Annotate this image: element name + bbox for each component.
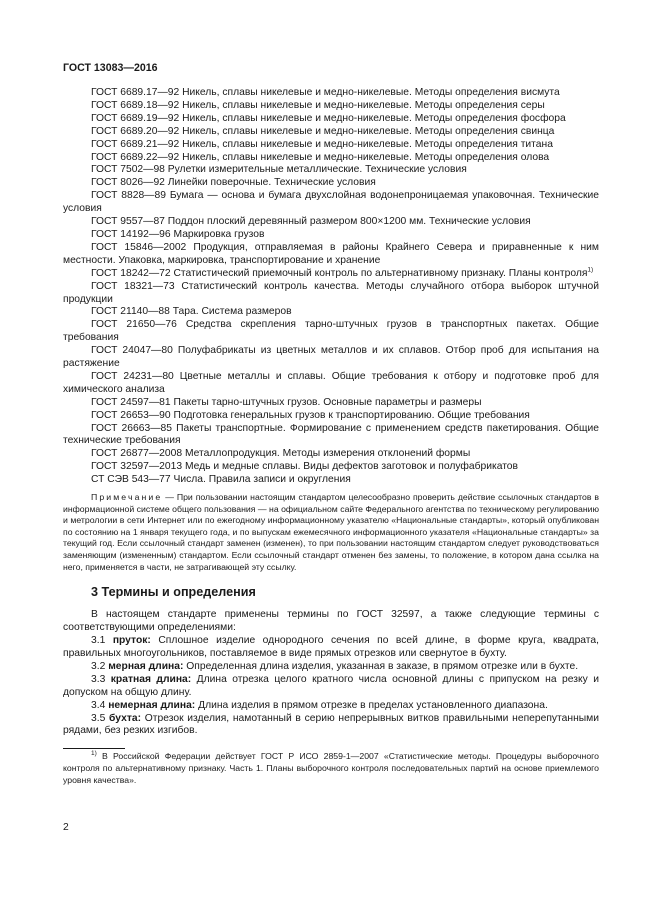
section-title: 3 Термины и определения [91, 585, 256, 600]
reference-item: ГОСТ 6689.19—92 Никель, сплавы никелевые и медно-никелевые. Методы определения фосфора [91, 112, 566, 124]
document-page [63, 62, 599, 786]
reference-item: ГОСТ 24047—80 Полуфабрикаты из цветных металлов и их сплавов. Отбор проб для испытания на растяжение [63, 345, 599, 370]
reference-item: ГОСТ 26877—2008 Металлопродукция. Методы измерения отклонений формы [91, 448, 471, 460]
reference-item: ГОСТ 32597—2013 Медь и медные сплавы. Виды дефектов заготовок и полуфабрикатов [91, 461, 518, 473]
section-intro: В настоящем стандарте применены термины по ГОСТ 32597, а также следующие термины с соответствующими определениями: [63, 609, 599, 634]
reference-item: ГОСТ 24597—81 Пакеты тарно-штучных грузов. Основные параметры и размеры [91, 396, 482, 408]
term-number: 3.5 [91, 712, 110, 724]
document-header: ГОСТ 13083—2016 [63, 62, 158, 74]
term-name: бухта: [109, 712, 142, 724]
term-definition [63, 713, 599, 739]
reference-text: ГОСТ 18242—72 Статистический приемочный контроль по альтернативному признаку. Планы контроля [91, 267, 588, 279]
section-body [63, 609, 599, 738]
term-number: 3.3 [91, 673, 111, 685]
reference-item: ГОСТ 14192—96 Маркировка грузов [91, 228, 265, 240]
footnote [63, 751, 599, 786]
reference-item: ГОСТ 9557—87 Поддон плоский деревянный размером 800×1200 мм. Технические условия [91, 216, 531, 228]
footnote-mark: 1) [91, 750, 97, 758]
term-text: Длина изделия в прямом отрезке в пределах установленного диапазона. [195, 699, 548, 711]
term-number: 3.2 [91, 660, 109, 672]
reference-item: ГОСТ 26663—85 Пакеты транспортные. Формирование с применением средств пакетирования. Общие технические требования [63, 422, 599, 447]
reference-item: ГОСТ 26653—90 Подготовка генеральных грузов к транспортированию. Общие требования [91, 409, 530, 421]
term-number: 3.1 [91, 635, 113, 647]
reference-item: ГОСТ 18321—73 Статистический контроль качества. Методы случайного отбора выборок штучной продукции [63, 280, 599, 305]
reference-item: ГОСТ 7502—98 Рулетки измерительные металлические. Технические условия [91, 164, 467, 176]
page-number: 2 [63, 822, 69, 833]
term-definition [63, 661, 599, 674]
term-name: мерная длина: [108, 660, 184, 672]
reference-item: ГОСТ 6689.20—92 Никель, сплавы никелевые и медно-никелевые. Методы определения свинца [91, 125, 555, 137]
note-paragraph [63, 492, 599, 573]
reference-item: ГОСТ 15846—2002 Продукция, отправляемая в районы Крайнего Севера и приравненные к ним местности. Упаковка, маркировка, транспортирование и хранение [63, 241, 599, 266]
reference-item: ГОСТ 21650—76 Средства скрепления тарно-штучных грузов в транспортных пакетах. Общие требования [63, 319, 599, 344]
reference-item: ГОСТ 8026—92 Линейки поверочные. Технические условия [91, 177, 376, 189]
term-definition [63, 674, 599, 700]
term-number: 3.4 [91, 699, 109, 711]
term-text: Отрезок изделия, намотанный в серию непрерывных витков правильными неперепутанными рядами, без резких изгибов. [63, 712, 599, 737]
reference-item [63, 268, 599, 281]
reference-item: СТ СЭВ 543—77 Числа. Правила записи и округления [91, 474, 351, 486]
reference-item: ГОСТ 6689.21—92 Никель, сплавы никелевые и медно-никелевые. Методы определения титана [91, 138, 553, 150]
term-text: Сплошное изделие однородного сечения по всей длине, в форме круга, квадрата, правильных многоугольников, поставляемое в виде прямых отрезков или свернутое в бухту. [63, 635, 599, 659]
reference-item: ГОСТ 6689.22—92 Никель, сплавы никелевые и медно-никелевые. Методы определения олова [91, 151, 550, 163]
note-text: — При пользовании настоящим стандартом целесообразно проверить действие ссылочных стандартов в информационной системе общего пользования — на официальном сайте Федерального агентства по техническому регулированию и метрологии в сети Интернет или по ежегодному информационному указателю «Национальные стандарты», который опубликован по состоянию на 1 января текущего года, и по выпускам ежемесячного информационного указателя «Национальные стандарты» за текущий год. Если ссылочный стандарт заменен (изменен), то при пользовании настоящим стандартом следует руководствоваться заменяющим (измененным) стандартом. Если ссылочный стандарт отменен без замены, то положение, в котором дана ссылка на него, применяется в части, не затрагивающей эту ссылку. [63, 492, 599, 572]
term-name: пруток: [112, 635, 151, 647]
footnote-text: В Российской Федерации действует ГОСТ Р ИСО 2859-1—2007 «Статистические методы. Процедуры выборочного контроля по альтернативному признаку. Часть 1. Планы выборочного контроля последовательных партий на основе приемлемого уровня качества». [63, 751, 599, 785]
reference-item: ГОСТ 8828—89 Бумага — основа и бумага двухслойная водонепроницаемая упаковочная. Технические условия [63, 190, 599, 215]
term-name: кратная длина: [110, 673, 192, 685]
reference-item: ГОСТ 21140—88 Тара. Система размеров [91, 306, 292, 318]
term-text: Определенная длина изделия, указанная в заказе, в прямом отрезке или в бухте. [183, 660, 579, 672]
term-definition [63, 700, 599, 713]
reference-item: ГОСТ 6689.18—92 Никель, сплавы никелевые и медно-никелевые. Методы определения серы [91, 99, 545, 111]
reference-item: ГОСТ 24231—80 Цветные металлы и сплавы. Общие требования к отбору и подготовке проб для химического анализа [63, 370, 599, 395]
reference-item: ГОСТ 6689.17—92 Никель, сплавы никелевые и медно-никелевые. Методы определения висмута [91, 87, 560, 98]
footnote-ref-mark: 1) [587, 266, 594, 274]
term-text: Длина отрезка целого кратного числа основной длины с припуском на резку и допуском на общую длину. [63, 673, 599, 698]
term-definition [63, 635, 599, 661]
term-name: немерная длина: [108, 699, 196, 711]
note-label: Примечание [91, 492, 163, 503]
normative-references-list [63, 87, 599, 487]
footnote-divider [63, 748, 125, 749]
